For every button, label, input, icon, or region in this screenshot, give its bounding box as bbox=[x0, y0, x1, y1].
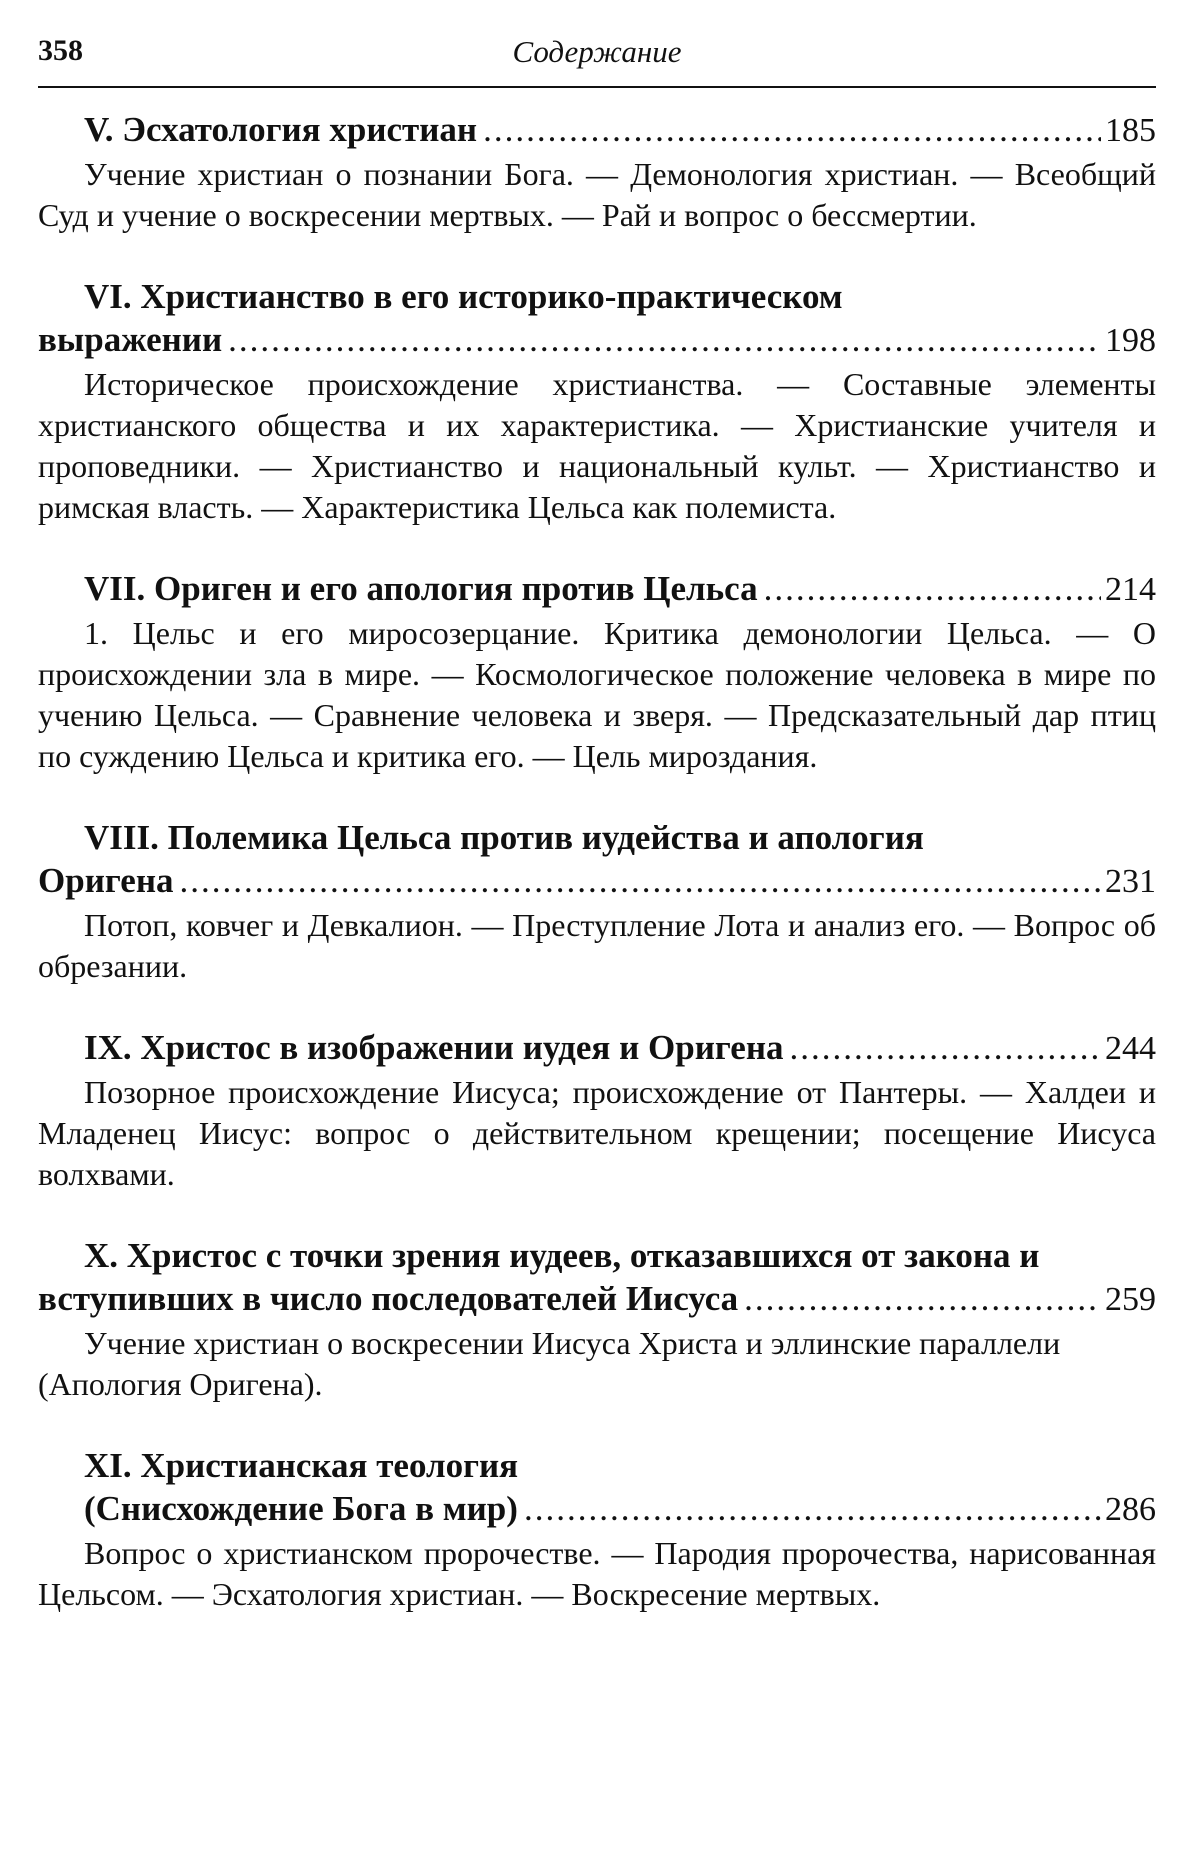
dot-leader bbox=[180, 859, 1102, 902]
chapter-page-number: 259 bbox=[1105, 1281, 1156, 1318]
dot-leader bbox=[483, 108, 1101, 151]
toc-entry-xi bbox=[38, 1444, 1156, 1615]
dot-leader bbox=[790, 1026, 1102, 1069]
toc-entry-title bbox=[38, 1487, 1156, 1531]
chapter-page-number: 214 bbox=[1105, 571, 1156, 608]
toc-entry-title bbox=[38, 108, 1156, 152]
chapter-title: Оригена bbox=[38, 861, 174, 900]
chapter-description: Учение христиан о воскресении Иисуса Христа и эллинские параллели (Апология Оригена). bbox=[38, 1325, 1061, 1402]
chapter-description: Учение христиан о познании Бога. — Демонология христиан. — Всеобщий Суд и учение о воскресении мертвых. — Рай и вопрос о бессмертии. bbox=[38, 156, 1156, 233]
chapter-title-line: XI. Христианская теология bbox=[84, 1446, 519, 1485]
chapter-title: VII. Ориген и его апология против Цельса bbox=[84, 569, 758, 608]
chapter-page-number: 231 bbox=[1105, 863, 1156, 900]
chapter-title-line: X. Христос с точки зрения иудеев, отказавшихся от закона и bbox=[84, 1236, 1040, 1275]
table-of-contents bbox=[38, 108, 1156, 1654]
chapter-title: V. Эсхатология христиан bbox=[84, 110, 478, 149]
chapter-page-number: 185 bbox=[1105, 112, 1156, 149]
chapter-page-number: 286 bbox=[1105, 1491, 1156, 1528]
chapter-description: Потоп, ковчег и Девкалион. — Преступление Лота и анализ его. — Вопрос об обрезании. bbox=[38, 907, 1156, 984]
toc-entry-vii bbox=[38, 567, 1156, 777]
toc-entry-v bbox=[38, 108, 1156, 236]
toc-entry-title bbox=[38, 1026, 1156, 1070]
dot-leader bbox=[524, 1487, 1101, 1530]
chapter-title-line: VIII. Полемика Цельса против иудейства и апология bbox=[84, 818, 924, 857]
chapter-page-number: 198 bbox=[1105, 322, 1156, 359]
chapter-title: вступивших в число последователей Иисуса bbox=[38, 1279, 739, 1318]
running-title: Содержание bbox=[512, 34, 682, 69]
toc-entry-title bbox=[38, 1277, 1156, 1321]
chapter-description: Историческое происхождение христианства. — Составные элементы христианского общества и их характеристика. — Христианские учителя и проповедники. — Христианство и национальный культ. — Христианство и римская власть. — Характеристика Цельса как полемиста. bbox=[38, 366, 1156, 525]
chapter-description: 1. Цельс и его миросозерцание. Критика демонологии Цельса. — О происхождении зла в мире. — Космологическое положение человека в мире по учению Цельса. — Сравнение человека и зверя. — Предсказательный дар птиц по суждению Цельса и критика его. — Цель мироздания. bbox=[38, 615, 1156, 774]
chapter-title: (Снисхождение Бога в мир) bbox=[84, 1489, 518, 1528]
toc-entry-title bbox=[38, 859, 1156, 903]
chapter-title-line: VI. Христианство в его историко-практическом bbox=[84, 277, 843, 316]
chapter-description: Вопрос о христианском пророчестве. — Пародия пророчества, нарисованная Цельсом. — Эсхатология христиан. — Воскресение мертвых. bbox=[38, 1535, 1156, 1612]
dot-leader bbox=[744, 1277, 1101, 1320]
chapter-page-number: 244 bbox=[1105, 1030, 1156, 1067]
chapter-title: IX. Христос в изображении иудея и Оригена bbox=[84, 1028, 784, 1067]
toc-entry-ix bbox=[38, 1026, 1156, 1195]
page-number: 358 bbox=[38, 34, 83, 67]
toc-entry-title bbox=[38, 318, 1156, 362]
toc-entry-title bbox=[38, 567, 1156, 611]
page-header bbox=[38, 22, 1156, 88]
chapter-title: выражении bbox=[38, 320, 223, 359]
dot-leader bbox=[764, 567, 1101, 610]
toc-entry-viii bbox=[38, 816, 1156, 987]
toc-entry-vi bbox=[38, 275, 1156, 528]
chapter-description: Позорное происхождение Иисуса; происхождение от Пантеры. — Халдеи и Младенец Иисус: вопрос о действительном крещении; посещение Иисуса волхвами. bbox=[38, 1074, 1156, 1192]
toc-entry-x bbox=[38, 1234, 1156, 1405]
dot-leader bbox=[228, 318, 1101, 361]
